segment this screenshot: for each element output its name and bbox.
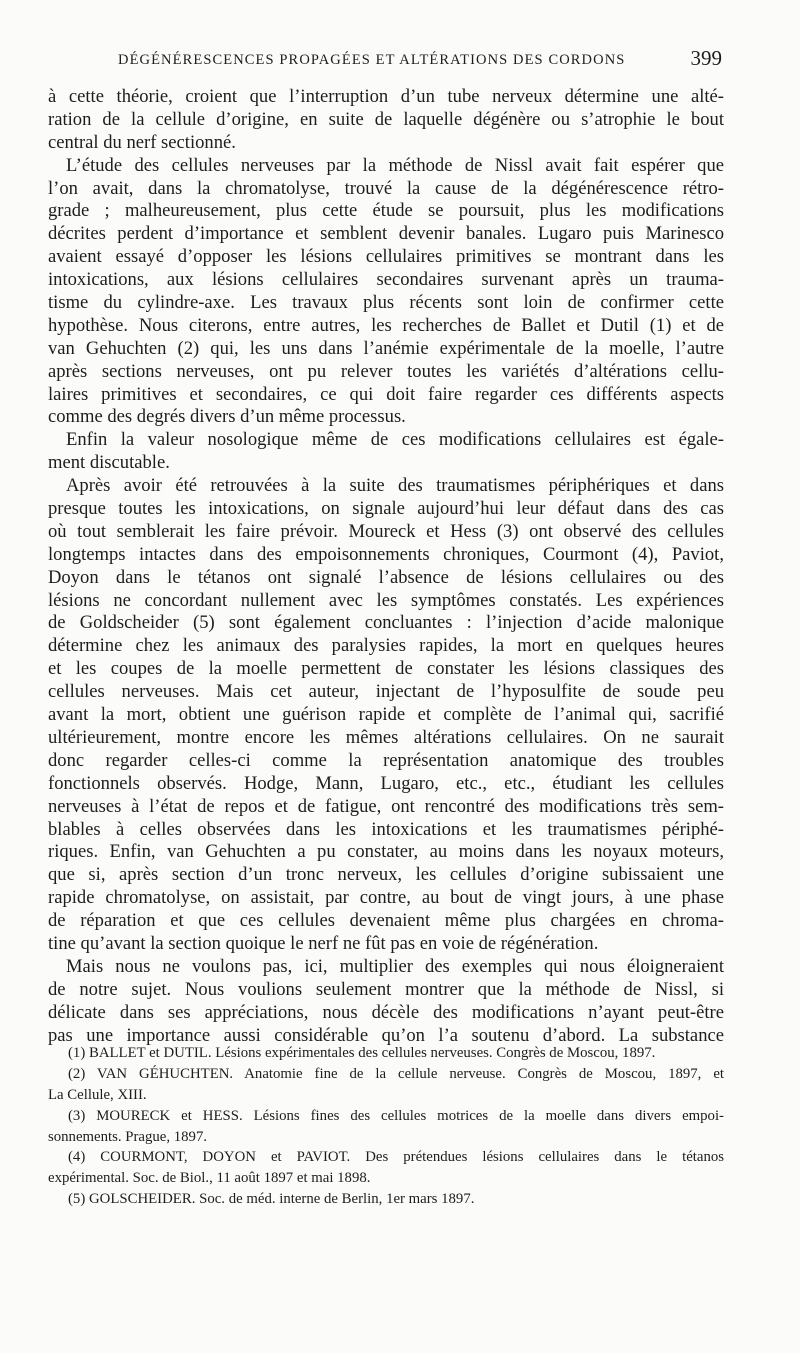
footnote-line: La Cellule, XIII.	[48, 1086, 147, 1103]
text-line: hypothèse. Nous citerons, entre autres, les recherches de Ballet et Dutil (1) et de	[48, 314, 724, 336]
text-line: Doyon dans le tétanos ont signalé l’absence de lésions cellulaires ou des	[48, 566, 724, 588]
text-line: avaient essayé d’opposer les lésions cellulaires primitives se montrant dans les	[48, 246, 724, 268]
text-line: grade ; malheureusement, plus cette étude se poursuit, plus les modifications	[48, 200, 724, 222]
text-line: ration de la cellule d’origine, en suite de laquelle dégénère ou s’atrophie le bout	[48, 108, 724, 130]
text-line: lésions ne concordant nullement avec les symptômes constatés. Les expériences	[48, 589, 724, 611]
footnotes	[48, 1043, 724, 1210]
footnote-line: (5) GOLSCHEIDER. Soc. de méd. interne de Berlin, 1er mars 1897.	[68, 1191, 475, 1208]
footnote-line: sonnements. Prague, 1897.	[48, 1128, 208, 1145]
text-line: comme des degrés divers d’un même processus.	[48, 406, 406, 428]
text-line: Après avoir été retrouvées à la suite des traumatismes périphériques et dans	[66, 475, 724, 497]
text-line: ultérieurement, montre encore les mêmes altérations cellulaires. On ne saurait	[48, 726, 724, 748]
text-line: ment discutable.	[48, 452, 170, 474]
text-line: intoxications, aux lésions cellulaires secondaires survenant après un trauma-	[48, 269, 724, 291]
text-line: et les coupes de la moelle permettent de constater les lésions classiques des	[48, 658, 724, 680]
text-line: central du nerf sectionné.	[48, 131, 236, 153]
text-line: de notre sujet. Nous voulions seulement montrer que la méthode de Nissl, si	[48, 978, 724, 1000]
text-line: longtemps intactes dans des empoisonnements chroniques, Courmont (4), Paviot,	[48, 543, 724, 565]
text-line: nerveuses à l’état de repos et de fatigue, ont rencontré des modifications très sem-	[48, 795, 724, 817]
text-line: riques. Enfin, van Gehuchten a pu constater, au moins dans les noyaux moteurs,	[48, 841, 724, 863]
text-line: avant la mort, obtient une guérison rapide et complète de l’animal qui, sacrifié	[48, 704, 724, 726]
text-line: cellules nerveuses. Mais cet auteur, injectant de l’hyposulfite de soude peu	[48, 681, 724, 703]
text-line: presque toutes les intoxications, on signale aujourd’hui leur défaut dans des cas	[48, 498, 724, 520]
text-line: pas une importance aussi considérable qu’on l’a soutenu d’abord. La substance	[48, 1024, 724, 1046]
running-title: DÉGÉNÉRESCENCES PROPAGÉES ET ALTÉRATIONS DES CORDONS	[118, 52, 626, 68]
text-line: à cette théorie, croient que l’interruption d’un tube nerveux détermine une alté-	[48, 86, 724, 107]
text-line: de réparation et que ces cellules devenaient même plus chargées en chroma-	[48, 910, 724, 932]
page-header	[48, 46, 722, 76]
text-line: où tout semblerait les faire prévoir. Moureck et Hess (3) ont observé des cellules	[48, 520, 724, 542]
text-line: blables à celles observées dans les intoxications et les traumatismes périphé-	[48, 818, 724, 840]
text-line: après sections nerveuses, ont pu relever toutes les variétés d’altérations cellu-	[48, 360, 724, 382]
text-line: Mais nous ne voulons pas, ici, multiplier des exemples qui nous éloigneraient	[66, 955, 724, 977]
text-line: tisme du cylindre-axe. Les travaux plus récents sont loin de confirmer cette	[48, 292, 724, 314]
text-line: délicate dans ses appréciations, nous décèle des modifications n’ayant peut-être	[48, 1001, 724, 1023]
text-line: van Gehuchten (2) qui, les uns dans l’anémie expérimentale de la moelle, l’autre	[48, 337, 724, 359]
text-line: L’étude des cellules nerveuses par la méthode de Nissl avait fait espérer que	[66, 154, 724, 176]
text-line: laires primitives et secondaires, ce qui doit faire regarder ces différents aspects	[48, 383, 724, 405]
footnote-line: (3) MOURECK et HESS. Lésions fines des cellules motrices de la moelle dans divers empoi-	[68, 1107, 724, 1124]
text-line: de Goldscheider (5) sont également concluantes : l’injection d’acide malonique	[48, 612, 724, 634]
footnote-line: (4) COURMONT, DOYON et PAVIOT. Des prétendues lésions cellulaires dans le tétanos	[68, 1149, 724, 1166]
footnote-line: expérimental. Soc. de Biol., 11 août 1897 et mai 1898.	[48, 1170, 371, 1187]
text-line: détermine chez les animaux des paralysies rapides, la mort en quelques heures	[48, 635, 724, 657]
body-text	[48, 86, 724, 1047]
text-line: rapide chromatolyse, on assistait, par contre, au bout de vingt jours, à une phase	[48, 887, 724, 909]
text-line: décrites perdent d’importance et semblent devenir banales. Lugaro puis Marinesco	[48, 223, 724, 245]
footnote-line: (2) VAN GÉHUCHTEN. Anatomie fine de la cellule nerveuse. Congrès de Moscou, 1897, et	[68, 1065, 724, 1082]
footnote-line: (1) BALLET et DUTIL. Lésions expérimentales des cellules nerveuses. Congrès de Moscou, 1897.	[68, 1045, 656, 1061]
text-line: donc regarder celles-ci comme la représentation anatomique des troubles	[48, 749, 724, 771]
text-line: Enfin la valeur nosologique même de ces modifications cellulaires est égale-	[66, 429, 724, 451]
text-line: l’on avait, dans la chromatolyse, trouvé la cause de la dégénérescence rétro-	[48, 177, 724, 199]
text-line: que si, après section d’un tronc nerveux, les cellules d’origine subissaient une	[48, 864, 724, 886]
page-number: 399	[690, 46, 722, 70]
text-line: tine qu’avant la section quoique le nerf ne fût pas en voie de régénération.	[48, 932, 599, 954]
text-line: fonctionnels observés. Hodge, Mann, Lugaro, etc., etc., étudiant les cellules	[48, 772, 724, 794]
